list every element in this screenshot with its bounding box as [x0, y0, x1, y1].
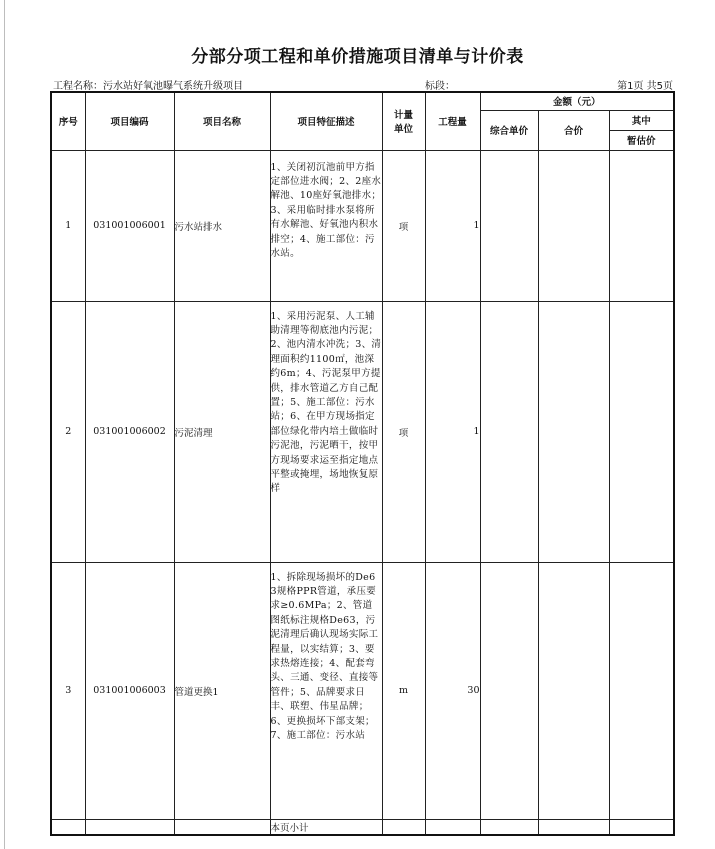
- cell-name: 管道更换1: [174, 562, 270, 819]
- page-info: 第1页 共5页: [617, 81, 673, 92]
- section-label: 标段：: [425, 81, 455, 92]
- subtotal-empty-cell: [51, 819, 85, 835]
- cell-total: [538, 301, 609, 562]
- subtotal-empty-cell: [609, 819, 674, 835]
- header-unit-line2: 单位: [393, 124, 413, 136]
- table-row: [51, 301, 674, 562]
- cell-name: 污泥清理: [174, 301, 270, 562]
- subtotal-empty-cell: [85, 819, 174, 835]
- cell-qty: 1: [425, 301, 480, 562]
- cell-unit-price: [480, 562, 538, 819]
- header-unit-line1: 计量: [393, 110, 413, 122]
- cell-seq: 3: [51, 562, 85, 819]
- cell-unit: 项: [382, 301, 425, 562]
- subtotal-empty-cell: [425, 819, 480, 835]
- subtotal-row: [51, 819, 674, 835]
- cell-code: 031001006001: [85, 150, 174, 301]
- header-of-which: 其中: [609, 110, 674, 130]
- header-unit: [382, 92, 425, 150]
- cell-total: [538, 562, 609, 819]
- subtotal-empty-cell: [480, 819, 538, 835]
- project-name: 工程名称：污水站好氧池曝气系统升级项目: [53, 81, 243, 92]
- subtotal-empty-cell: [538, 819, 609, 835]
- header-code: 项目编码: [85, 92, 174, 150]
- cell-code: 031001006002: [85, 301, 174, 562]
- cell-desc: 1、采用污泥泵、人工辅助清理等彻底池内污泥；2、池内清水冲洗；3、清理面积约1100㎡，池深约6m；4、污泥泵甲方提供，排水管道乙方自己配置；5、施工部位：污水站；6、在甲方现场指定部位绿化带内培土做临时污泥池，污泥晒干，按甲方现场要求运至指定地点平整或掩埋，场地恢复原样: [270, 301, 382, 562]
- cell-desc: 1、关闭初沉池前甲方指定部位进水阀；2、2座水解池、10座好氧池排水；3、采用临时排水泵将所有水解池、好氧池内积水排空；4、施工部位：污水站。: [270, 150, 382, 301]
- document-title: 分部分项工程和单价措施项目清单与计价表: [191, 47, 524, 67]
- header-desc: 项目特征描述: [270, 92, 382, 150]
- table-row: [51, 562, 674, 819]
- bill-of-quantities-table: [50, 91, 675, 836]
- subtotal-empty-cell: [382, 819, 425, 835]
- header-amount: 金额（元）: [480, 92, 674, 110]
- cell-qty: 1: [425, 150, 480, 301]
- cell-seq: 2: [51, 301, 85, 562]
- cell-unit: 项: [382, 150, 425, 301]
- table-row: [51, 150, 674, 301]
- page-left-border: [4, 0, 5, 849]
- header-total: 合价: [538, 110, 609, 150]
- cell-name: 污水站排水: [174, 150, 270, 301]
- cell-desc: 1、拆除现场损坏的De63规格PPR管道，承压要求≥0.6MPa；2、管道图纸标注规格De63，污泥清理后确认现场实际工程量，以实结算；3、要求热熔连接；4、配套弯头、三通、变径、直接等管件；5、品牌要求日丰、联塑、伟星品牌；6、更换损坏下部支架；7、施工部位：污水站: [270, 562, 382, 819]
- header-qty: 工程量: [425, 92, 480, 150]
- subtotal-label: 本页小计: [270, 819, 382, 835]
- subtotal-empty-cell: [174, 819, 270, 835]
- cell-provisional: [609, 562, 674, 819]
- cell-total: [538, 150, 609, 301]
- cell-provisional: [609, 150, 674, 301]
- cell-unit: m: [382, 562, 425, 819]
- header-provisional: 暂估价: [609, 130, 674, 150]
- cell-seq: 1: [51, 150, 85, 301]
- cell-code: 031001006003: [85, 562, 174, 819]
- cell-qty: 30: [425, 562, 480, 819]
- header-unit-price: 综合单价: [480, 110, 538, 150]
- cell-unit-price: [480, 301, 538, 562]
- cell-provisional: [609, 301, 674, 562]
- cell-unit-price: [480, 150, 538, 301]
- header-name: 项目名称: [174, 92, 270, 150]
- header-seq: 序号: [51, 92, 85, 150]
